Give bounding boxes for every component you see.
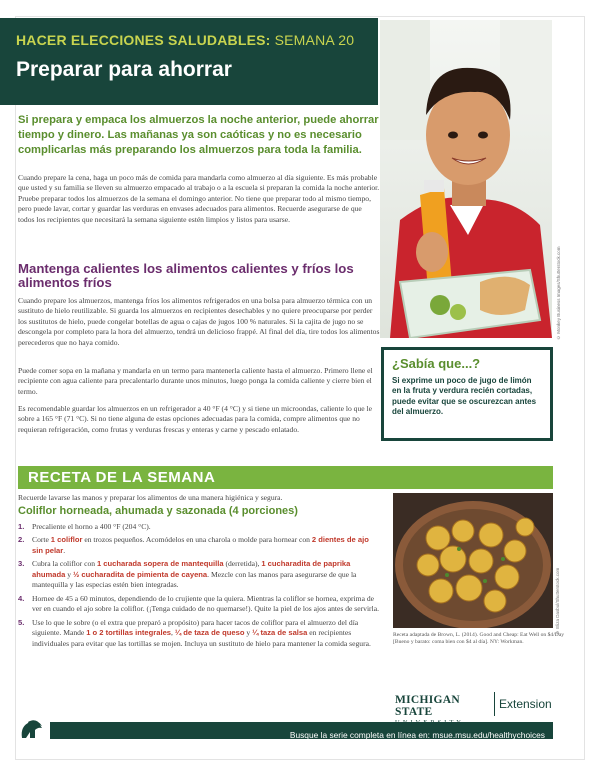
step-number: 3. xyxy=(18,559,25,569)
paragraph-3: Puede comer sopa en la mañana y mandarla en un termo para mantenerla caliente hasta el almuerzo. Primero llene el recipiente con agua caliente para precalentarlo durante unos minutos, luego ponga la comida caliente y cierre bien el termo. xyxy=(18,366,373,396)
step-number: 4. xyxy=(18,593,25,603)
ingredient-highlight: 1 cucharada sopera de mantequilla xyxy=(96,559,224,569)
recipe-intro: Recuerde lavarse las manos y preparar los alimentos de una manera higiénica y segura. xyxy=(18,493,283,502)
section-heading: Mantenga calientes los alimentos calientes y fríos los alimentos fríos xyxy=(18,261,354,290)
footer-bar xyxy=(50,722,553,739)
recipe-caption: Receta adaptada de Brown, L. (2014). Good and Cheap: Eat Well on $4/Day [Bueno y barato: coma bien con $4 al día]. NY: Workman. xyxy=(393,632,565,646)
week-label: SEMANA 20 xyxy=(274,32,355,48)
step-text xyxy=(32,559,380,590)
recipe-bar xyxy=(18,466,553,489)
page-title: Preparar para ahorrar xyxy=(16,58,232,81)
food-credit: © Eliza Dasbul/Shutterstock.com xyxy=(555,567,560,635)
ingredient-highlight: 2 dientes de ajo sin pelar xyxy=(32,535,369,555)
spartan-helmet-icon xyxy=(18,718,44,742)
step-text-run: en trozos pequeños. Acomódelos en una charola o molde para hornear con xyxy=(82,535,312,545)
did-you-know-title: ¿Sabía que...? xyxy=(392,356,481,371)
step-text-run: . Mezcle con las manos para asegurarse de que la mantequilla y las especias estén bien integradas. xyxy=(32,569,357,590)
step-text-run: Cubra la coliflor con xyxy=(32,559,97,569)
step-text-run: y xyxy=(65,569,73,579)
series-name: HACER ELECCIONES SALUDABLES: xyxy=(16,32,271,48)
step-text xyxy=(32,618,380,649)
series-label xyxy=(16,32,362,48)
step-text xyxy=(32,522,380,532)
boy-lunch-photo xyxy=(380,20,552,338)
recipe-step xyxy=(18,618,380,649)
recipe-step xyxy=(18,559,380,590)
ingredient-highlight: 1 coliflor xyxy=(50,535,83,545)
intro-text: Si prepara y empaca los almuerzos la noche anterior, puede ahorrar tiempo y dinero. Las mañanas ya son caóticas y no es necesario complicarlas más preparando los almuerzos para toda la familia. xyxy=(18,114,379,156)
step-text xyxy=(32,535,380,556)
step-text-run: y xyxy=(244,628,253,638)
ingredient-highlight: ¼ taza de salsa xyxy=(252,628,308,638)
step-number: 2. xyxy=(18,535,25,545)
photo-credit: © Monkey Business Images/Shutterstock.com xyxy=(556,246,561,340)
cauliflower-photo xyxy=(393,493,553,628)
step-text-run: , xyxy=(171,628,175,638)
step-text-run: Precaliente el horno a 400 °F (204 °C). xyxy=(32,522,151,531)
step-text-run: Corte xyxy=(32,535,51,545)
paragraph-4: Es recomendable guardar los almuerzos en un refrigerador a 40 °F (4 °C) y si tiene un microondas, caliente lo que le sobre a 165 °F (71 °C). Si no tiene alguna de estas opciones adecuadas para la comida, compre alimentos que no requieran refrigeración, como frutas y verduras frescas y enteras y carne y pescado enlatado. xyxy=(18,404,372,434)
paragraph-1: Cuando prepare la cena, haga un poco más de comida para mandarla como almuerzo al día siguiente. Es más probable que usted y su familia se lleven su almuerzo empacado al trabajo o a la escuela si preparan la comida la noche anterior. Pruebe preparar todos los almuerzos de la semana el domingo anterior. No tiene que preparar todo al mismo tiempo, pero puede lavar, cortar y guardar las verduras en envases adecuados para alimentos. Recuerde asegurarse de que todos los recipientes que necesitará la semana siguiente estén limpios y listos para usarse. xyxy=(18,173,380,224)
did-you-know-body: Si exprime un poco de jugo de limón en la fruta y verdura recién cortadas, puede evitar que se oscurezcan antes del almuerzo. xyxy=(392,376,537,417)
recipe-steps xyxy=(18,522,380,652)
step-text xyxy=(32,594,380,615)
recipe-step xyxy=(18,535,380,556)
step-text-run: Hornee de 45 a 60 minutos, dependiendo de lo crujiente que la quiera. Mientras la coliflor se hornea, exprima de ver en cuando el ajo sobre la coliflor. (¡Tenga cuidado de no quemarse!). Quite la piel de los ajos antes de servirla. xyxy=(32,593,379,614)
ingredient-highlight: ¼ de taza de queso xyxy=(174,628,245,638)
recipe-step xyxy=(18,594,380,615)
header-band xyxy=(0,18,378,105)
msu-line-1: MICHIGAN STATE xyxy=(395,694,461,718)
step-text-run: . xyxy=(63,545,66,555)
step-text-run: (derretida), xyxy=(223,559,262,569)
series-link[interactable]: Busque la serie completa en línea en: msue.msu.edu/healthychoices xyxy=(289,730,545,740)
ingredient-highlight: 1 cucharadita de paprika ahumada xyxy=(32,559,351,579)
recipe-bar-label: RECETA DE LA SEMANA xyxy=(28,469,216,486)
recipe-step xyxy=(18,522,380,532)
step-number: 1. xyxy=(18,522,25,531)
paragraph-2: Cuando prepare los almuerzos, mantenga fríos los alimentos refrigerados en una bolsa para almuerzo térmica con un sustituto de hielo reutilizable. Si guarda los almuerzos en recipientes desechables y no quiere preocuparse por perder los sustitutos de hielo, puede congelar botellas de agua o cajas de jugos 100 % naturales. Si la cajita de jugo no se descongela por completo para la hora del almuerzo, tendrá un delicioso frappé. Al final del día, tire todos los alimentos perecederos que no haya comido. xyxy=(18,296,380,347)
ingredient-highlight: ½ cucharadita de pimienta de cayena xyxy=(72,569,208,579)
recipe-title: Coliflor horneada, ahumada y sazonada (4 porciones) xyxy=(18,505,298,517)
step-number: 5. xyxy=(18,617,25,627)
step-text-run: en recipientes individuales para evitar que las tortillas se mojen. Incluya un sustituto de hielo para mantener la comida segura. xyxy=(32,628,371,648)
logo-divider xyxy=(494,692,495,716)
did-you-know-box xyxy=(381,347,553,441)
ingredient-highlight: 1 o 2 tortillas integrales xyxy=(86,628,172,638)
extension-label: Extension xyxy=(499,697,552,711)
step-text-run: Use lo que le sobre (o el extra que preparó a propósito) para hacer tacos de coliflor para el almuerzo del día siguiente. Mande xyxy=(32,617,359,638)
